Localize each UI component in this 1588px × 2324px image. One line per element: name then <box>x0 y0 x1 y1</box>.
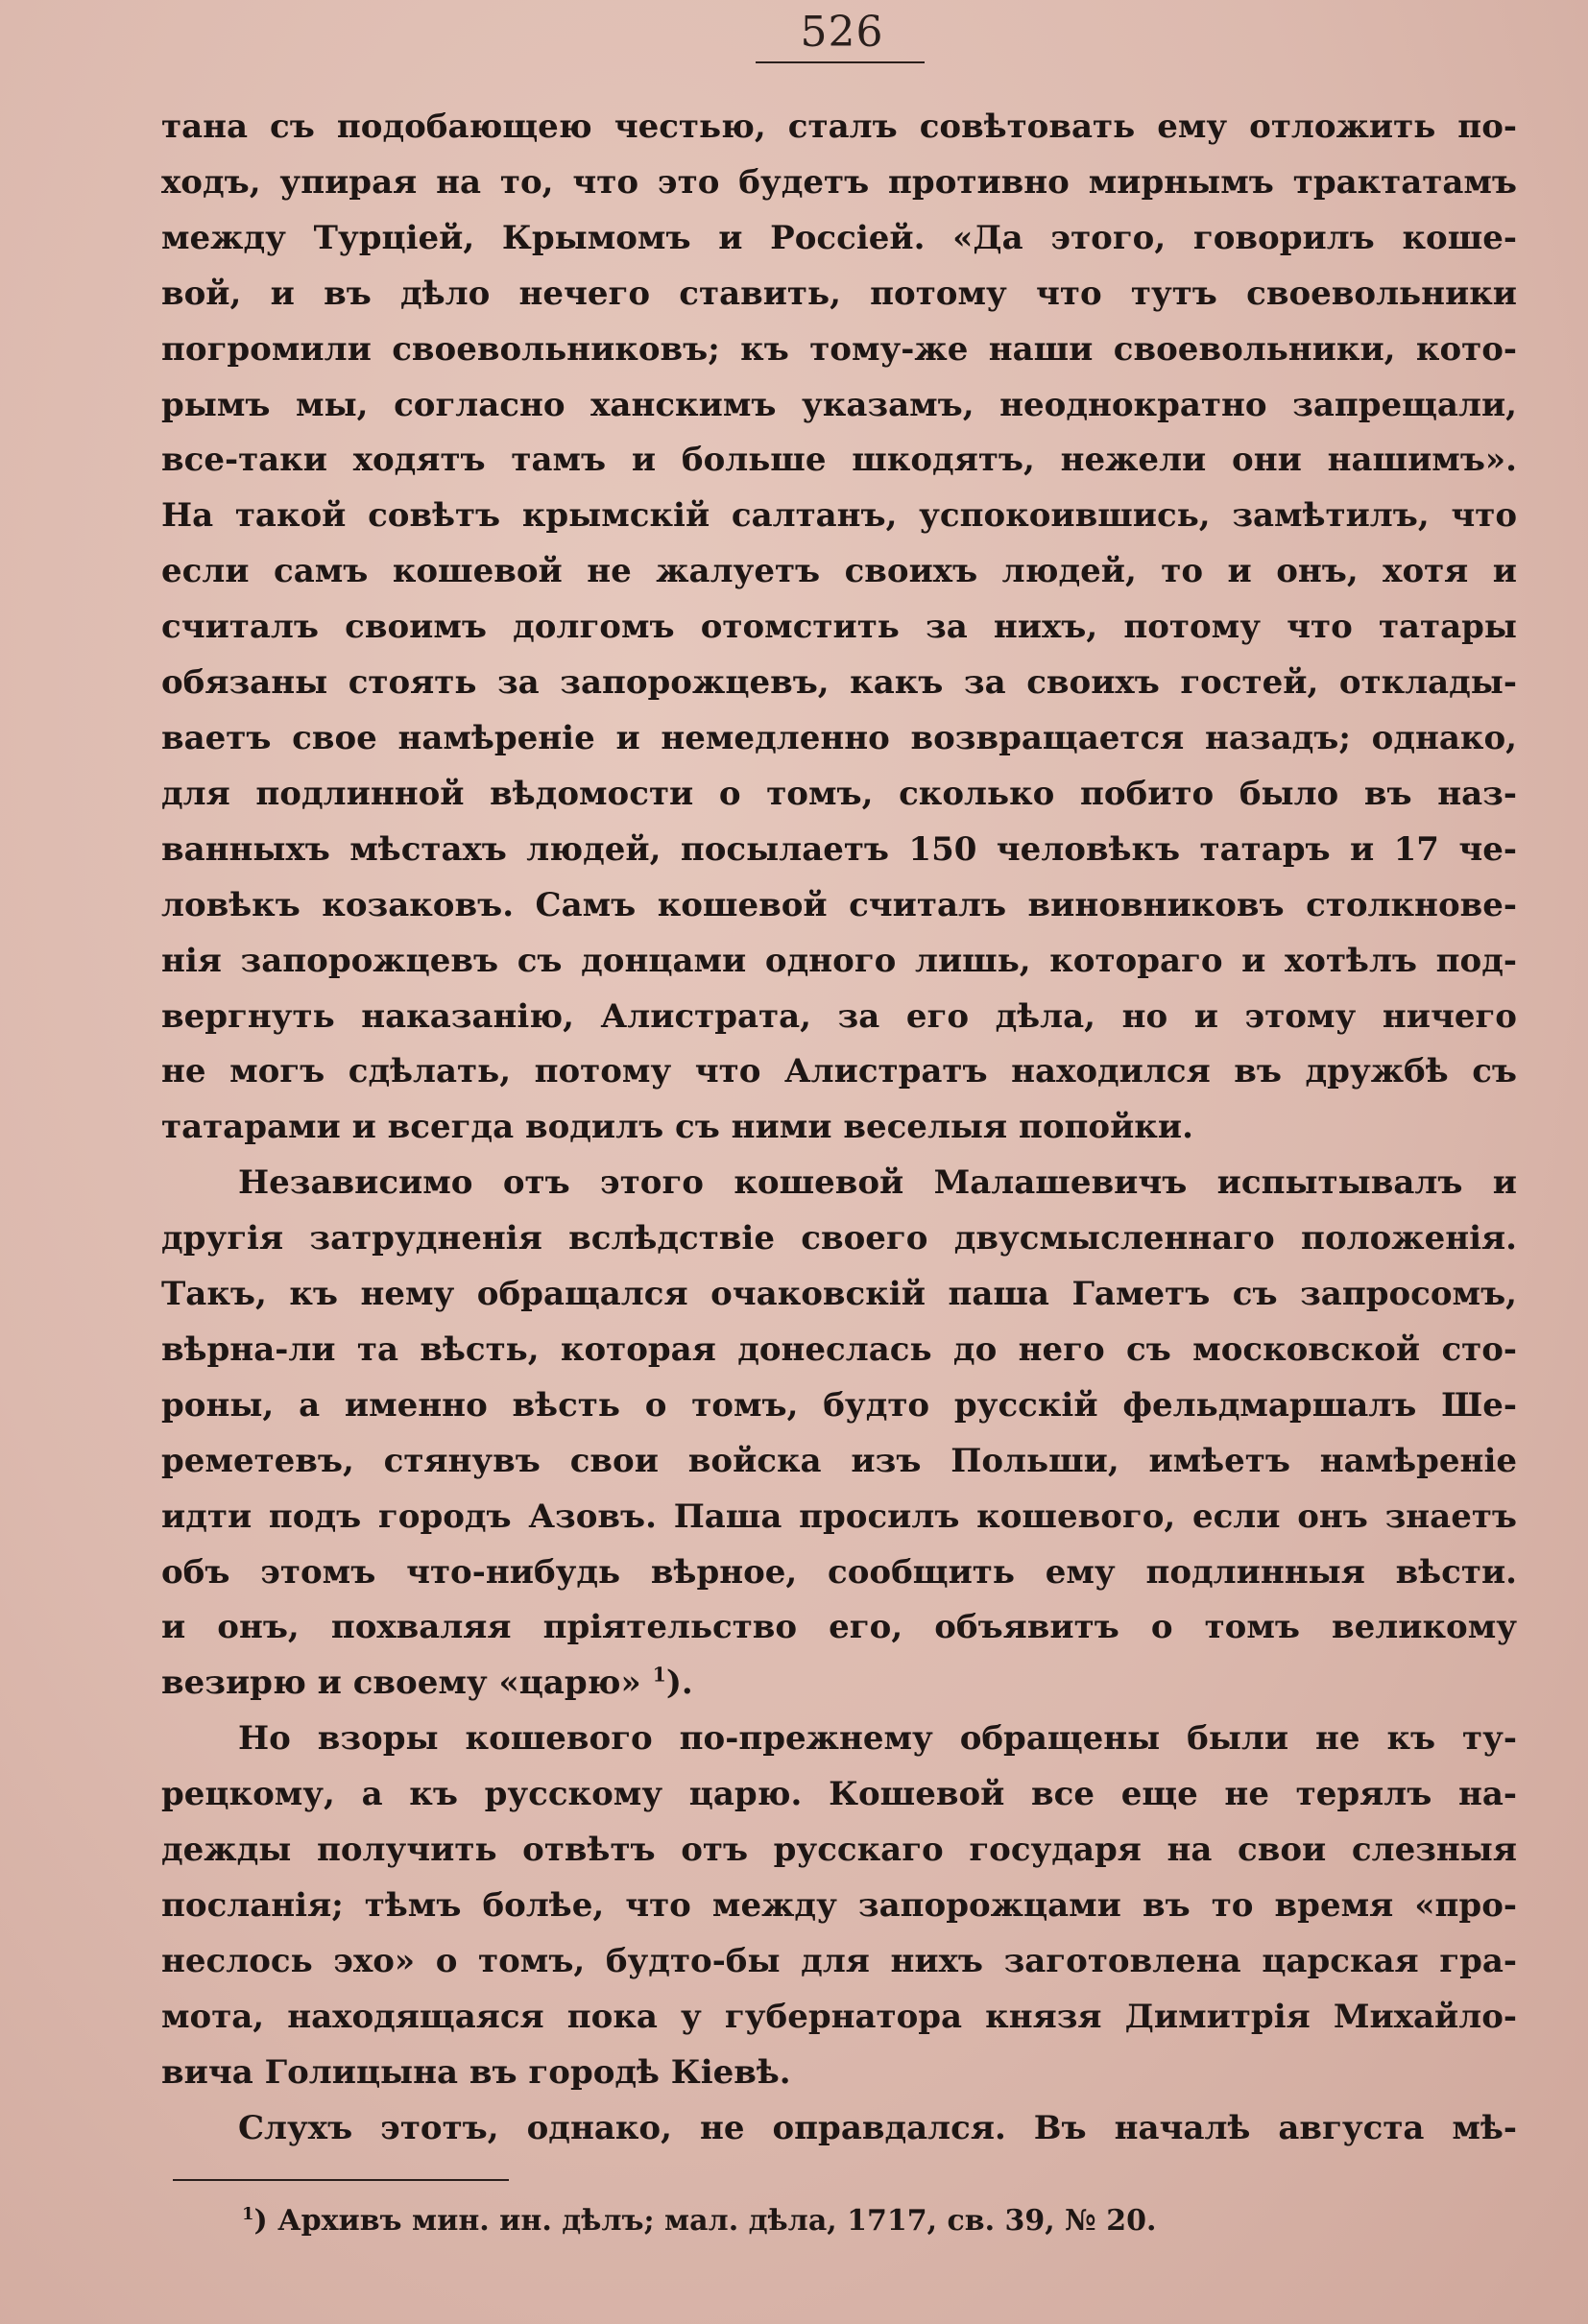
text-line: объ этомъ что-нибудь вѣрное, сообщить ему подлинныя вѣсти. <box>161 1552 1517 1592</box>
text-line: нія запорожцевъ съ донцами одного лишь, котораго и хотѣлъ под- <box>161 941 1517 980</box>
footnote-mark: 1 <box>242 2204 254 2224</box>
body-text <box>161 100 1517 2157</box>
text-line: роны, а именно вѣсть о томъ, будто русскій фельдмаршалъ Ше- <box>161 1385 1517 1425</box>
text-line: вѣрна-ли та вѣсть, которая донеслась до него съ московской сто- <box>161 1330 1517 1369</box>
footnote-reference-suffix: ). <box>665 1664 693 1703</box>
text-line: На такой совѣтъ крымскій салтанъ, успокоившись, замѣтилъ, что <box>161 496 1517 536</box>
page-number: 526 <box>800 8 884 57</box>
text-line: если самъ кошевой не жалуетъ своихъ людей, то и онъ, хотя и <box>161 552 1517 591</box>
text-line: вича Голицына въ городѣ Кіевѣ. <box>161 2052 791 2092</box>
text-line: Такъ, къ нему обращался очаковскій паша Гаметъ съ запросомъ, <box>161 1275 1517 1314</box>
text-line: Но взоры кошевого по-прежнему обращены были не къ ту- <box>238 1719 1517 1759</box>
text-line: татарами и всегда водилъ съ ними веселыя попойки. <box>161 1108 1193 1147</box>
text-line: ванныхъ мѣстахъ людей, посылаетъ 150 человѣкъ татаръ и 17 че- <box>161 829 1517 869</box>
text-line: обязаны стоять за запорожцевъ, какъ за своихъ гостей, отклады- <box>161 663 1517 703</box>
text-line: и онъ, похваляя пріятельство его, объявитъ о томъ великому <box>161 1608 1517 1647</box>
text-line: погромили своевольниковъ; къ тому-же наши своевольники, кото- <box>161 329 1517 369</box>
footnote-text: ) Архивъ мин. ин. дѣлъ; мал. дѣла, 1717, св. 39, № 20. <box>253 2204 1157 2238</box>
text-line: Слухъ этотъ, однако, не оправдался. Въ началѣ августа мѣ- <box>238 2108 1517 2147</box>
text-line: вергнуть наказанію, Алистрата, за его дѣла, но и этому ничего <box>161 996 1517 1036</box>
text-line: рецкому, а къ русскому царю. Кошевой все еще не терялъ на- <box>161 1775 1517 1814</box>
text-fragment: везирю и своему «царю» <box>161 1664 641 1703</box>
text-line: между Турціей, Крымомъ и Россіей. «Да этого, говорилъ коше- <box>161 218 1517 257</box>
text-line: Независимо отъ этого кошевой Малашевичъ испытывалъ и <box>238 1163 1517 1203</box>
text-line: ходъ, упирая на то, что это будетъ противно мирнымъ трактатамъ <box>161 162 1517 202</box>
text-line: вой, и въ дѣло нечего ставить, потому что тутъ своевольники <box>161 274 1517 313</box>
header-rule <box>756 61 925 63</box>
text-line: дежды получить отвѣтъ отъ русскаго государя на свои слезныя <box>161 1831 1517 1870</box>
text-line: считалъ своимъ долгомъ отомстить за нихъ, потому что татары <box>161 608 1517 647</box>
text-line: посланія; тѣмъ болѣе, что между запорожцами въ то время «про- <box>161 1886 1517 1925</box>
text-line: идти подъ городъ Азовъ. Паша просилъ кошевого, если онъ знаетъ <box>161 1497 1517 1536</box>
text-line: другія затрудненія вслѣдствіе своего двусмысленнаго положенія. <box>161 1219 1517 1258</box>
text-line: мота, находящаяся пока у губернатора князя Димитрія Михайло- <box>161 1997 1517 2036</box>
text-line: ловѣкъ козаковъ. Самъ кошевой считалъ виновниковъ столкнове- <box>161 885 1517 924</box>
text-line: рымъ мы, согласно ханскимъ указамъ, неоднократно запрещали, <box>161 385 1517 424</box>
footnote-rule <box>173 2179 509 2181</box>
text-line: не могъ сдѣлать, потому что Алистратъ находился въ дружбѣ съ <box>161 1052 1517 1091</box>
text-line-with-footnote-ref <box>161 1656 1517 1712</box>
text-line: тана съ подобающею честью, сталъ совѣтовать ему отложить по- <box>161 108 1517 146</box>
text-line: реметевъ, стянувъ свои войска изъ Польши, имѣетъ намѣреніе <box>161 1441 1517 1480</box>
text-line: все-таки ходятъ тамъ и больше шкодятъ, нежели они нашимъ». <box>161 441 1517 480</box>
footnote-reference: 1 <box>652 1664 666 1688</box>
footnote <box>242 2202 1394 2240</box>
text-line: для подлинной вѣдомости о томъ, сколько побито было въ наз- <box>161 774 1517 813</box>
text-line: неслось эхо» о томъ, будто-бы для нихъ заготовлена царская гра- <box>161 1941 1517 1980</box>
text-line: ваетъ свое намѣреніе и немедленно возвращается назадъ; однако, <box>161 718 1517 757</box>
